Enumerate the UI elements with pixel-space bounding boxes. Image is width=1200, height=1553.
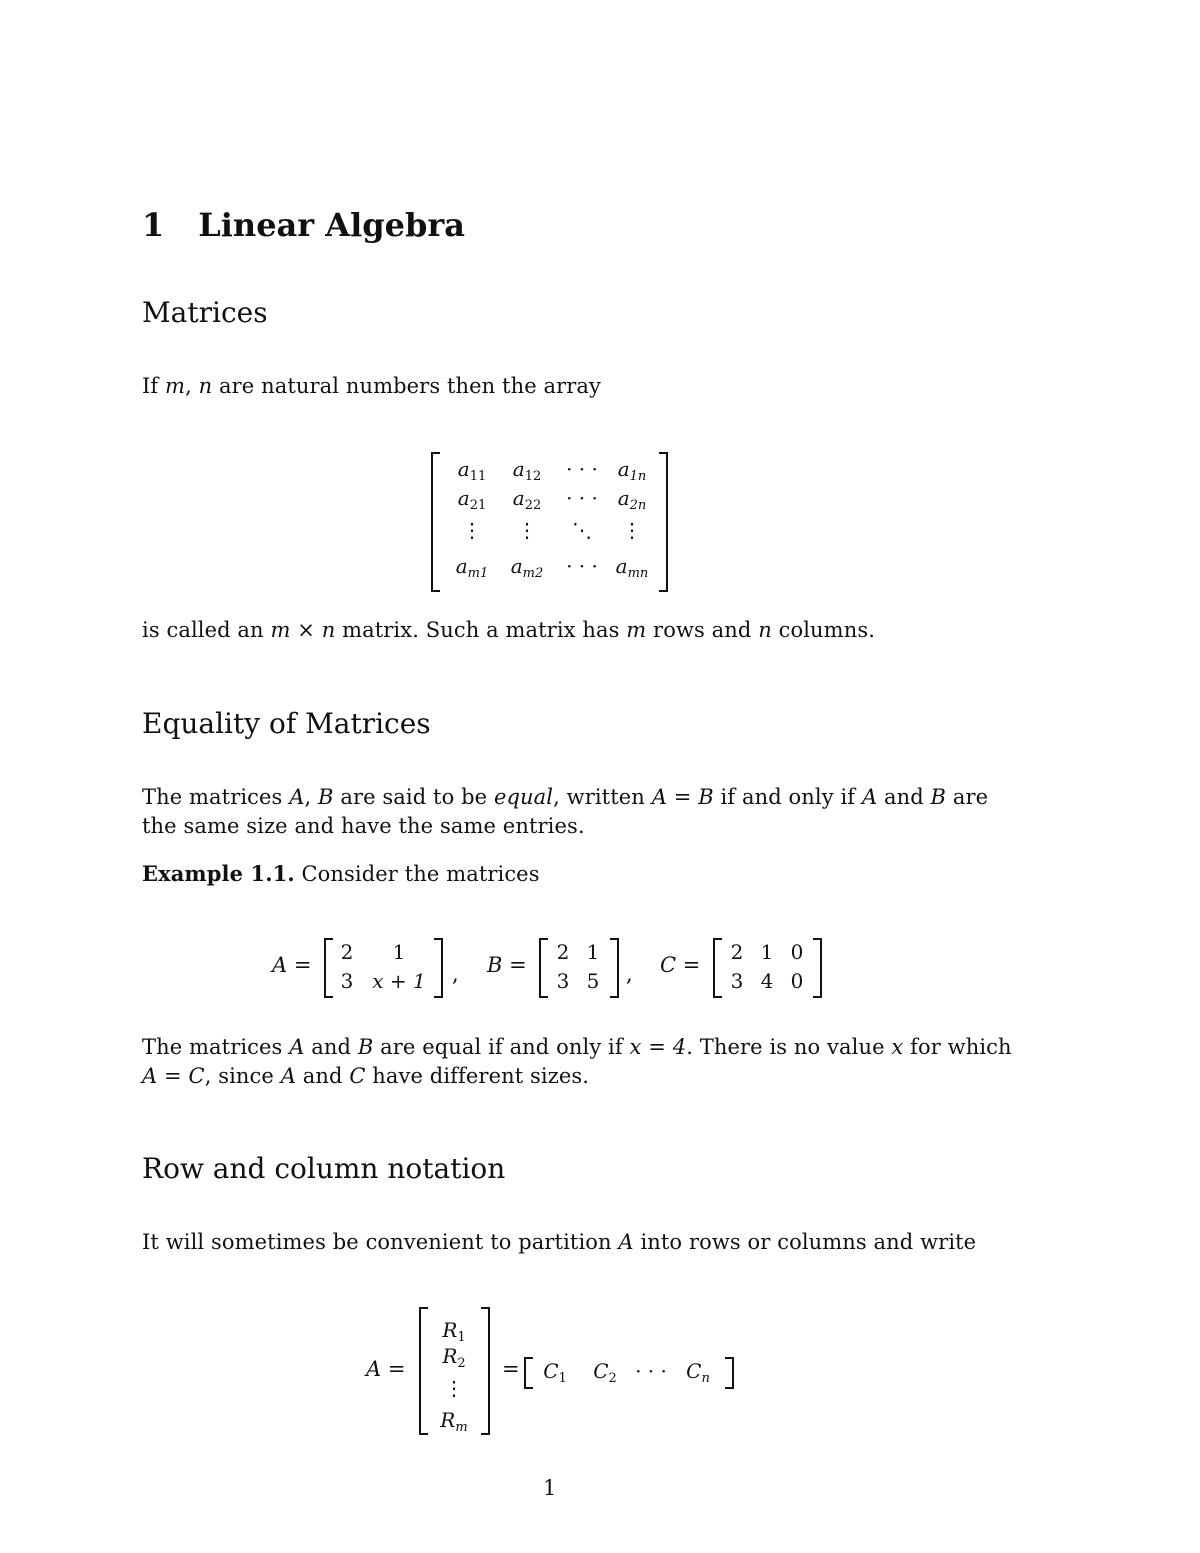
col-entry-1: $C_1$ <box>543 1359 567 1386</box>
matrix-b-entry-r1-c2: 1 <box>586 940 600 964</box>
matrix-a-entry-r2-c1: 3 <box>340 969 354 993</box>
equality-after-line2: A = C, since A and C have different sizes. <box>142 1064 590 1088</box>
matrix-a-entry-r1-c1: 2 <box>340 940 354 964</box>
matrices-intro: If m, n are natural numbers then the array <box>142 374 602 398</box>
col-matrix-right-bracket <box>725 1357 734 1389</box>
matrix-a-label: A = <box>272 953 312 977</box>
matrix-a-right-bracket <box>434 938 443 998</box>
row-entry-1: $R_1$ <box>442 1318 466 1345</box>
matrix-entry-r2-c2: $a_{22}$ <box>512 486 542 513</box>
example-1-1: Example 1.1. Consider the matrices <box>142 861 540 886</box>
subsection-title-rowcol: Row and column notation <box>142 1152 506 1185</box>
matrix-entry-r1-c1: $a_{11}$ <box>457 457 487 484</box>
matrix-a-entry-r1-c2: 1 <box>392 940 406 964</box>
row-entry-3: ⋮ <box>444 1376 464 1400</box>
matrix-entry-r4-c3: · · · <box>566 554 598 578</box>
equality-after-line1: The matrices A and B are equal if and only if x = 4. There is no value x for which <box>142 1035 1012 1059</box>
matrix-entry-r3-c3: ⋱ <box>572 518 592 542</box>
matrix-entry-r3-c2: ⋮ <box>517 518 537 542</box>
col-entry-3: · · · <box>635 1359 667 1383</box>
col-entry-2: $C_2$ <box>593 1359 617 1386</box>
matrix-a-separator: , <box>452 962 459 986</box>
matrix-c-entry-r2-c3: 0 <box>790 969 804 993</box>
section-heading <box>142 206 465 244</box>
matrix-entry-r1-c2: $a_{12}$ <box>512 457 542 484</box>
section-title: Linear Algebra <box>198 206 465 244</box>
equality-definition-line1: The matrices A, B are said to be equal, written A = B if and only if A and B are <box>142 785 989 809</box>
rowcol-a-label: A = <box>366 1357 406 1381</box>
matrix-b-entry-r1-c1: 2 <box>556 940 570 964</box>
matrix-b-separator: , <box>626 962 633 986</box>
matrix-entry-r2-c1: $a_{21}$ <box>457 486 487 513</box>
row-entry-2: $R_2$ <box>442 1344 466 1371</box>
matrix-entry-r1-c4: $a_{1n}$ <box>617 457 647 484</box>
right-bracket <box>659 452 668 592</box>
matrix-c-entry-r2-c2: 4 <box>760 969 774 993</box>
subsection-title-equality: Equality of Matrices <box>142 707 431 740</box>
matrix-c-entry-r2-c1: 3 <box>730 969 744 993</box>
subsection-title-matrices: Matrices <box>142 296 268 329</box>
page-number: 1 <box>543 1476 557 1500</box>
example-label: Example 1.1. <box>142 861 295 886</box>
matrix-c-label: C = <box>660 953 701 977</box>
matrix-entry-r4-c2: $a_{m2}$ <box>510 554 544 581</box>
matrix-entry-r2-c3: · · · <box>566 486 598 510</box>
matrix-b-entry-r2-c2: 5 <box>586 969 600 993</box>
matrix-b-entry-r2-c1: 3 <box>556 969 570 993</box>
matrix-entry-r3-c1: ⋮ <box>462 518 482 542</box>
matrix-a-entry-r2-c2: x + 1 <box>372 969 426 993</box>
matrix-b-label: B = <box>487 953 527 977</box>
matrix-entry-r2-c4: $a_{2n}$ <box>617 486 647 513</box>
matrices-conclusion: is called an m × n matrix. Such a matrix has m rows and n columns. <box>142 618 875 642</box>
matrix-entry-r1-c3: · · · <box>566 457 598 481</box>
matrix-c-entry-r1-c3: 0 <box>790 940 804 964</box>
matrix-entry-r4-c1: $a_{m1}$ <box>455 554 489 581</box>
equality-definition-line2: the same size and have the same entries. <box>142 814 585 838</box>
col-entry-4: $C_n$ <box>686 1359 710 1386</box>
matrix-entry-r3-c4: ⋮ <box>622 518 642 542</box>
rowcol-equals: = <box>502 1357 520 1381</box>
rowcol-intro: It will sometimes be convenient to partition A into rows or columns and write <box>142 1230 977 1254</box>
row-entry-4: $R_m$ <box>440 1408 468 1435</box>
matrix-c-entry-r1-c1: 2 <box>730 940 744 964</box>
matrix-entry-r4-c4: $a_{mn}$ <box>615 554 649 581</box>
left-bracket <box>431 452 440 592</box>
matrix-c-entry-r1-c2: 1 <box>760 940 774 964</box>
section-number: 1 <box>142 206 165 244</box>
